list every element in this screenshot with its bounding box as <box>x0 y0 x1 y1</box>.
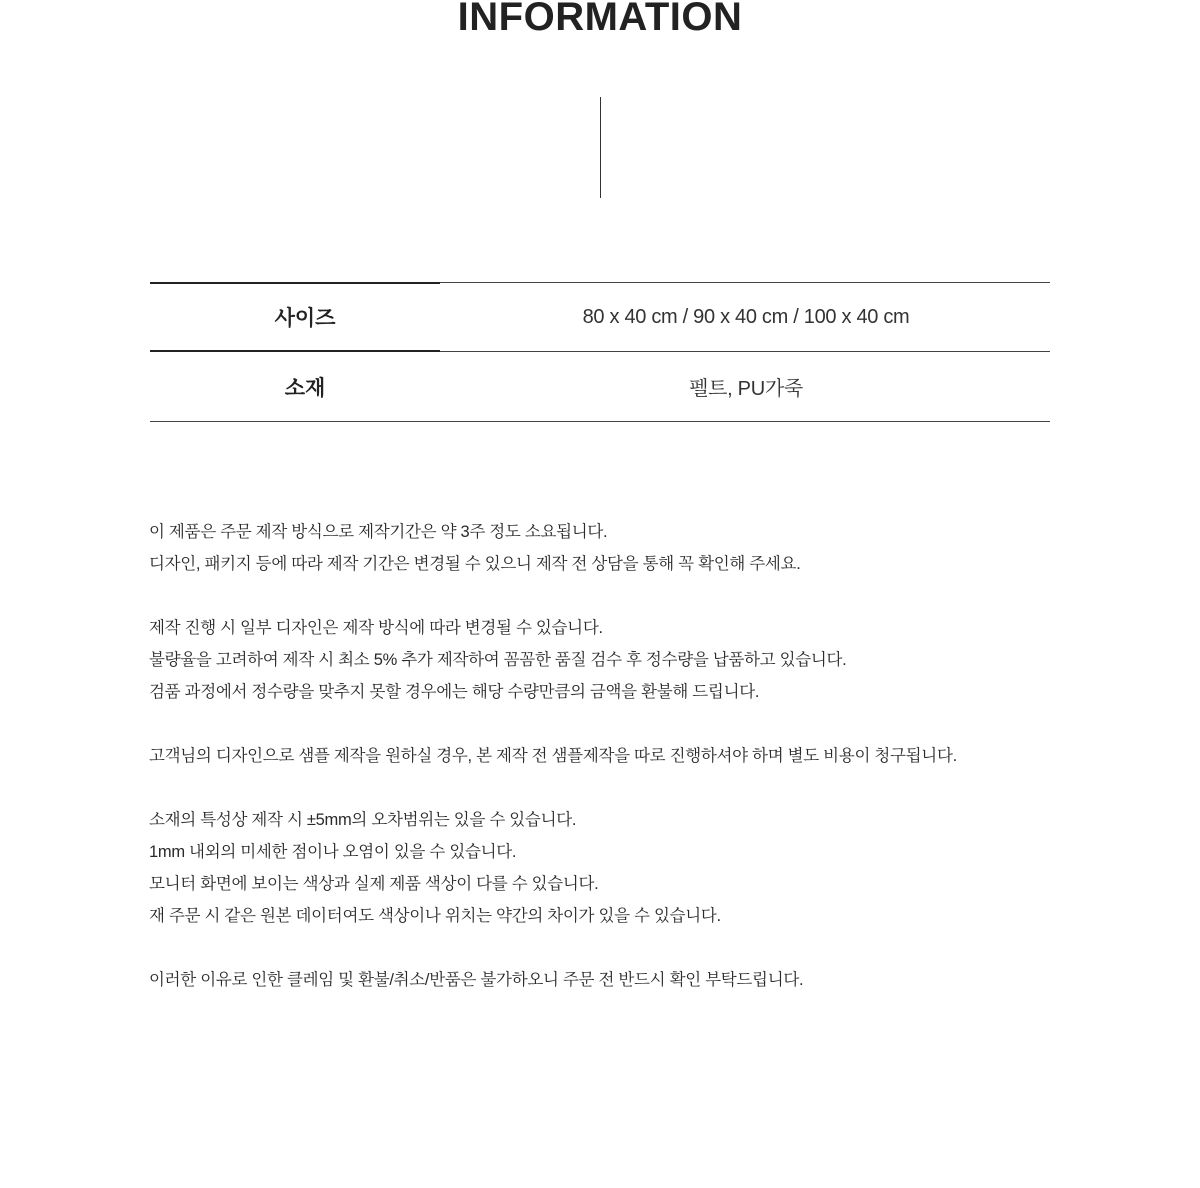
vertical-divider <box>600 97 601 198</box>
notice-line-tolerance: 소재의 특성상 제작 시 ±5mm의 오차범위는 있을 수 있습니다. <box>149 811 577 829</box>
spec-table <box>150 282 1050 422</box>
notice-line-defect-rate: 불량율을 고려하여 제작 시 최소 5% 추가 제작하여 꼼꼼한 품질 검수 후 정수량을 납품하고 있습니다. <box>149 651 847 669</box>
spec-row-size <box>150 282 1050 352</box>
notice-line-design-change: 디자인, 패키지 등에 따라 제작 기간은 변경될 수 있으니 제작 전 상담을 통해 꼭 확인해 주세요. <box>149 555 801 573</box>
spec-value-material: 펠트, PU가죽 <box>689 378 803 400</box>
spec-label-material: 소재 <box>284 376 326 400</box>
spec-row-material <box>150 352 1050 422</box>
notice-line-spots: 1mm 내외의 미세한 점이나 오염이 있을 수 있습니다. <box>149 843 517 861</box>
notice-gap <box>149 932 1109 964</box>
notice-line-design-variation: 제작 진행 시 일부 디자인은 제작 방식에 따라 변경될 수 있습니다. <box>149 619 603 637</box>
notice-text <box>149 516 1109 996</box>
notice-gap <box>149 772 1109 804</box>
notice-line-monitor-color: 모니터 화면에 보이는 색상과 실제 제품 색상이 다를 수 있습니다. <box>149 875 599 893</box>
notice-gap <box>149 580 1109 612</box>
notice-line-production-period: 이 제품은 주문 제작 방식으로 제작기간은 약 3주 정도 소요됩니다. <box>149 523 608 541</box>
notice-line-no-refund: 이러한 이유로 인한 클레임 및 환불/취소/반품은 불가하오니 주문 전 반드시 확인 부탁드립니다. <box>149 971 804 989</box>
spec-label-size: 사이즈 <box>274 307 336 330</box>
notice-line-reorder: 재 주문 시 같은 원본 데이터여도 색상이나 위치는 약간의 차이가 있을 수 있습니다. <box>149 907 721 925</box>
notice-line-refund: 검품 과정에서 정수량을 맞추지 못할 경우에는 해당 수량만큼의 금액을 환불해 드립니다. <box>149 683 760 701</box>
page-title: INFORMATION <box>457 0 743 39</box>
notice-gap <box>149 708 1109 740</box>
notice-line-sample: 고객님의 디자인으로 샘플 제작을 원하실 경우, 본 제작 전 샘플제작을 따로 진행하셔야 하며 별도 비용이 청구됩니다. <box>149 747 957 765</box>
spec-value-size: 80 x 40 cm / 90 x 40 cm / 100 x 40 cm <box>582 305 910 328</box>
